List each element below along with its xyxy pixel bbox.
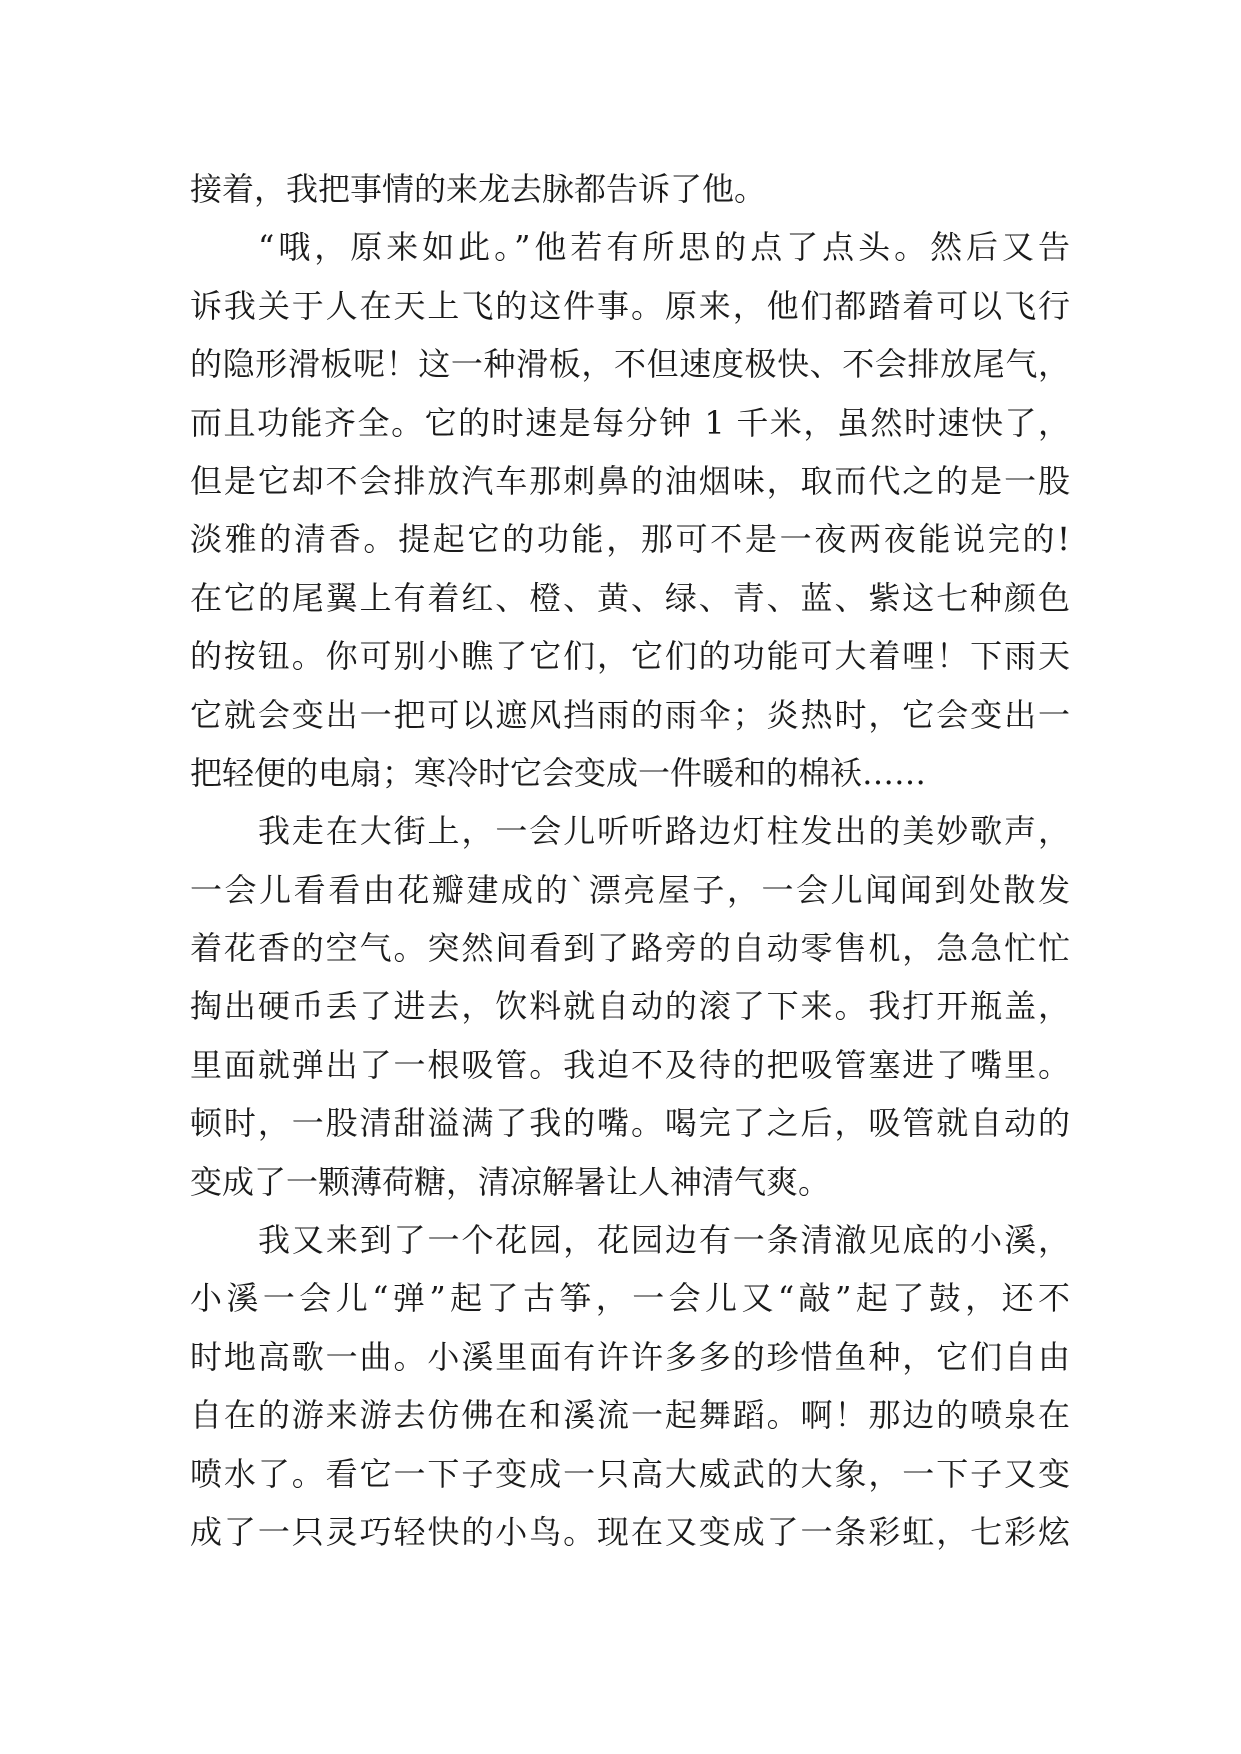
text-line: 在它的尾翼上有着红、橙、黄、绿、青、蓝、紫这七种颜色 xyxy=(190,578,1070,617)
text-line: 掏出硬币丢了进去，饮料就自动的滚了下来。我打开瓶盖， xyxy=(190,987,1070,1026)
text-line: 我又来到了一个花园，花园边有一条清澈见底的小溪， xyxy=(258,1221,1070,1260)
text-line: 自在的游来游去仿佛在和溪流一起舞蹈。啊！那边的喷泉在 xyxy=(190,1396,1070,1435)
text-line: 喷水了。看它一下子变成一只高大威武的大象，一下子又变 xyxy=(190,1454,1070,1493)
text-line: 诉我关于人在天上飞的这件事。原来，他们都踏着可以飞行 xyxy=(190,286,1070,325)
text-line: 一会儿看看由花瓣建成的`漂亮屋子，一会儿闻闻到处散发 xyxy=(190,870,1070,909)
text-line: 的隐形滑板呢！这一种滑板，不但速度极快、不会排放尾气， xyxy=(190,345,1070,384)
text-line: 的按钮。你可别小瞧了它们，它们的功能可大着哩！下雨天 xyxy=(190,637,1070,676)
text-line: 时地高歌一曲。小溪里面有许许多多的珍惜鱼种，它们自由 xyxy=(190,1337,1070,1376)
text-line: 顿时，一股清甜溢满了我的嘴。喝完了之后，吸管就自动的 xyxy=(190,1104,1070,1143)
body-text xyxy=(190,160,1070,1561)
text-line: 着花香的空气。突然间看到了路旁的自动零售机，急急忙忙 xyxy=(190,929,1070,968)
text-line: 小溪一会儿“弹”起了古筝，一会儿又“敲”起了鼓，还不 xyxy=(190,1279,1070,1318)
text-line: 而且功能齐全。它的时速是每分钟 1 千米，虽然时速快了， xyxy=(190,403,1070,442)
text-line: 我走在大街上，一会儿听听路边灯柱发出的美妙歌声， xyxy=(258,812,1070,851)
text-line: 变成了一颗薄荷糖，清凉解暑让人神清气爽。 xyxy=(190,1162,831,1201)
text-line: 淡雅的清香。提起它的功能，那可不是一夜两夜能说完的! xyxy=(190,520,1070,559)
text-line: 把轻便的电扇；寒冷时它会变成一件暖和的棉袄…… xyxy=(190,753,927,792)
text-line: 里面就弹出了一根吸管。我迫不及待的把吸管塞进了嘴里。 xyxy=(190,1045,1070,1084)
text-line: 成了一只灵巧轻快的小鸟。现在又变成了一条彩虹，七彩炫 xyxy=(190,1512,1070,1551)
text-line: “哦，原来如此。”他若有所思的点了点头。然后又告 xyxy=(258,228,1070,267)
text-line: 但是它却不会排放汽车那刺鼻的油烟味，取而代之的是一股 xyxy=(190,461,1070,500)
text-line: 它就会变出一把可以遮风挡雨的雨伞；炎热时，它会变出一 xyxy=(190,695,1070,734)
text-line: 接着，我把事情的来龙去脉都告诉了他。 xyxy=(190,170,767,208)
